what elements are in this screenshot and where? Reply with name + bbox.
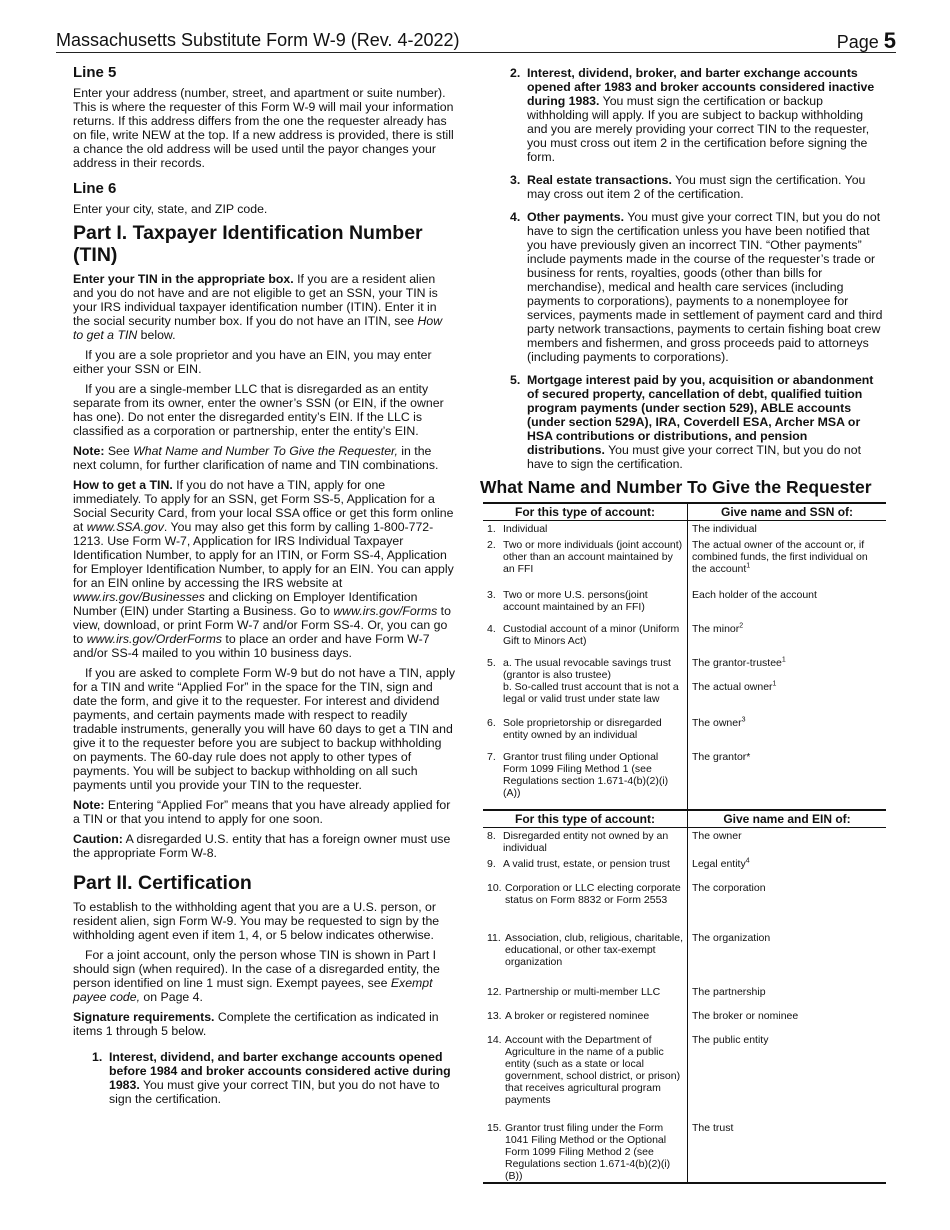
exempt-payee-ref: Exempt payee code, (73, 976, 433, 1004)
line6-text: Enter your city, state, and ZIP code. (73, 202, 268, 216)
how-text-c: and clicking on Employer Identification Number (EIN) under Starting a Business. Go to (73, 590, 418, 618)
row-number: 4. (487, 623, 496, 635)
give-name: The public entity (692, 1034, 769, 1046)
how-text-d: to view, download, or print Form W-7 and/or Form SS-4. Or, you can go to (73, 604, 451, 646)
item-title: Other payments. (527, 210, 625, 224)
give-name (688, 621, 887, 655)
item-number: 4. (510, 210, 521, 224)
give-name-text: The minor (692, 623, 740, 635)
header-give-ein: Give name and EIN of: (688, 810, 887, 828)
account-type-b: b. So-called trust account that is not a legal or valid trust under state law (503, 681, 679, 705)
footnote-ref: 1 (781, 656, 786, 664)
table-row (483, 1032, 886, 1120)
row-number: 12. (487, 986, 502, 998)
enter-tin-label: Enter your TIN in the appropriate box. (73, 272, 294, 286)
line6-heading: Line 6 (73, 180, 117, 197)
signature-requirements-label: Signature requirements. (73, 1010, 215, 1024)
how-to-get-tin-ref: How to get a TIN (73, 314, 443, 342)
give-name: Each holder of the account (692, 589, 817, 601)
item-title: Interest, dividend, and barter exchange accounts opened before 1984 and broker accounts considered active during 1983. (109, 1050, 451, 1092)
row-number: 5. (487, 657, 496, 669)
signature-requirements-text: Complete the certification as indicated in items 1 through 5 below. (73, 1010, 439, 1038)
account-type: Corporation or LLC electing corporate status on Form 8832 or Form 2553 (505, 882, 681, 906)
footnote-ref: 1 (772, 680, 777, 688)
account-type: Account with the Department of Agriculture in the name of a public entity (such as a state or local government, school district, or prison) that receives agricultural program payments (505, 1034, 681, 1106)
table-row (483, 715, 886, 749)
cert-item-3 (510, 173, 886, 201)
give-name: The broker or nominee (692, 1010, 799, 1022)
cert-para-2-a: For a joint account, only the person whose TIN is shown in Part I should sign (when required). In the case of a disregarded entity, the person identified on line 1 must sign. Exempt payees, see (73, 948, 440, 990)
note-applied-for (73, 798, 455, 826)
give-name-text: Legal entity (692, 858, 746, 870)
header-account-type: For this type of account: (483, 810, 688, 828)
give-name: The corporation (692, 882, 766, 894)
give-name-text: The actual owner of the account or, if combined funds, the first individual on the account (692, 539, 868, 575)
caution-label: Caution: (73, 832, 123, 846)
give-name (688, 537, 887, 587)
row-number: 7. (487, 751, 496, 763)
table-row (483, 1008, 886, 1032)
table-row (483, 828, 886, 857)
part1-para-1-text: If you are a resident alien and you do not have and are not eligible to get an SSN, your TIN is your IRS individual taxpayer identification number (ITIN). Enter it in the social security number box. If you do not have an ITIN, see (73, 272, 438, 328)
give-name: The owner (692, 830, 742, 842)
row-number: 11. (487, 932, 501, 944)
give-name-text: The owner (692, 717, 742, 729)
cert-items-right (480, 66, 886, 471)
account-type: Sole proprietorship or disregarded entity owned by an individual (503, 717, 662, 741)
item-text: You must give your correct TIN, but you do not have to sign the certification. (109, 1078, 440, 1106)
item-title: Real estate transactions. (527, 173, 672, 187)
table-row (483, 984, 886, 1008)
give-name: The individual (692, 523, 757, 535)
part1-para-1-end: below. (137, 328, 176, 342)
cert-para-2-b: on Page 4. (140, 990, 203, 1004)
line5-text: Enter your address (number, street, and apartment or suite number). This is where the requester of this Form W-9 will mail your information returns. If this address differs from the one the requester already has on file, write NEW at the top. If a new address is provided, there is still a chance the old address will be used until the payor changes your address in their records. (73, 86, 454, 170)
table-row (483, 749, 886, 810)
applied-for-para: If you are asked to complete Form W-9 but do not have a TIN, apply for a TIN and write “Applied For” in the space for the TIN, sign and date the form, and give it to the requester. For interest and dividend payments, and certain payments made with respect to readily tradable instruments, generally you will have 60 days to get a TIN and give it to the requester before you are subject to backup withholding on payments. The 60-day rule does not apply to other types of payments. You will be subject to backup withholding on all such payments until you provide your TIN to the requester. (73, 666, 456, 792)
account-type-a: a. The usual revocable savings trust (grantor is also trustee) (503, 657, 671, 681)
caution-text: A disregarded U.S. entity that has a foreign owner must use the appropriate Form W-8. (73, 832, 451, 860)
give-name (688, 655, 887, 715)
item-title: Interest, dividend, broker, and barter exchange accounts opened after 1983 and broker accounts considered inactive during 1983. (527, 66, 875, 108)
give-name: The organization (692, 932, 771, 944)
item-number: 5. (510, 373, 521, 387)
item-title: Mortgage interest paid by you, acquisition or abandonment of secured property, cancellation of debt, qualified tuition program payments (under section 529), ABLE accounts (under section 529A), IRA, Coverdell ESA, Archer MSA or HSA contributions or distributions, and pension distributions. (527, 373, 874, 457)
row-number: 3. (487, 589, 496, 601)
give-name: The grantor* (692, 751, 751, 763)
how-text-e: to place an order and have Form W-7 and/or SS-4 mailed to you within 10 business days. (73, 632, 430, 660)
account-type: Custodial account of a minor (Uniform Gift to Minors Act) (503, 623, 680, 647)
item-number: 2. (510, 66, 521, 80)
account-type: Two or more U.S. persons(joint account maintained by an FFI) (503, 589, 648, 613)
item-number: 1. (92, 1050, 103, 1064)
irs-forms-link: www.irs.gov/Forms (333, 604, 438, 618)
part1-para-1 (73, 272, 455, 342)
page-indicator (837, 28, 896, 54)
note2-label: Note: (73, 798, 105, 812)
item-text: You must give your correct TIN, but you do not have to sign the certification. (527, 443, 861, 471)
give-name-a: The grantor-trustee (692, 657, 782, 669)
give-name (688, 856, 887, 880)
footnote-ref: 3 (741, 716, 746, 724)
cert-items-left (73, 1050, 455, 1106)
table-row (483, 655, 886, 715)
how-to-get-tin (73, 478, 455, 660)
header-give-ssn: Give name and SSN of: (688, 503, 887, 521)
account-type: Grantor trust filing under the Form 1041 Filing Method or the Optional Form 1099 Filing Method 2 (see Regulations section 1.671-4(b)(2)(i)(B)) (505, 1122, 671, 1182)
account-type: Partnership or multi-member LLC (505, 986, 661, 998)
name-number-table (483, 502, 886, 1184)
right-column (480, 66, 886, 1184)
table-row (483, 880, 886, 930)
cert-item-2 (510, 66, 886, 164)
item-text: You must give your correct TIN, but you do not have to sign the certification unless you have been notified that you have previously given an incorrect TIN. “Other payments” include payments made in the course of the requester’s trade or business for rents, royalties, goods (other than bills for merchandise), medical and health care services (including payments to corporations), payments to a nonemployee for services, payments made in settlement of payment card and third party network transactions, payments to certain fishing boat crew members and fishermen, and gross proceeds paid to attorneys (including payments to corporations). (527, 210, 883, 364)
cert-item-5 (510, 373, 886, 471)
note-label: Note: (73, 444, 105, 458)
give-name: The partnership (692, 986, 766, 998)
part1-para-3: If you are a single-member LLC that is disregarded as an entity separate from its owner, enter the owner’s SSN (or EIN, if the owner has one). Do not enter the disregarded entity’s EIN. If the LLC is classified as a corporation or partnership, enter the entity’s EIN. (73, 382, 444, 438)
table-row (483, 587, 886, 621)
item-number: 3. (510, 173, 521, 187)
note-text-a: See (104, 444, 134, 458)
irs-businesses-link: www.irs.gov/Businesses (73, 590, 205, 604)
part1-heading: Part I. Taxpayer Identification Number (TIN) (73, 222, 423, 266)
item-text: You must sign the certification or backup withholding will apply. If you are subject to backup withholding and you are merely providing your correct TIN to the requester, you must cross out item 2 in the certification before signing the form. (527, 94, 870, 164)
row-number: 2. (487, 539, 496, 551)
table-row (483, 521, 886, 538)
page-header (56, 26, 896, 53)
account-type: A broker or registered nominee (505, 1010, 650, 1022)
account-type: Association, club, religious, charitable, educational, or other tax-exempt organization (505, 932, 684, 968)
give-name (688, 715, 887, 749)
what-name-ref: What Name and Number To Give the Requester, (133, 444, 398, 458)
page-label: Page (836, 32, 879, 52)
form-title: Massachusetts Substitute Form W-9 (Rev. 4-2022) (56, 30, 460, 50)
line5-heading: Line 5 (73, 64, 117, 81)
note2-text: Entering “Applied For” means that you have already applied for a TIN or that you intend to apply for one soon. (73, 798, 451, 826)
give-name: The trust (688, 1120, 887, 1183)
row-number: 13. (487, 1010, 502, 1022)
footnote-ref: 4 (745, 857, 750, 865)
cert-item-4 (510, 210, 886, 364)
header-account-type: For this type of account: (483, 503, 688, 521)
cert-item-1 (92, 1050, 455, 1106)
account-type: Individual (503, 523, 548, 535)
note-name-number (73, 444, 455, 472)
footnote-ref: 1 (746, 562, 751, 570)
row-number: 1. (487, 523, 496, 535)
row-number: 15. (487, 1122, 502, 1134)
give-name-b: The actual owner (692, 681, 773, 693)
table-header-ssn (483, 503, 886, 521)
signature-requirements (73, 1010, 455, 1038)
table-row (483, 537, 886, 587)
caution (73, 832, 455, 860)
part1-para-2: If you are a sole proprietor and you have an EIN, you may enter either your SSN or EIN. (73, 348, 432, 376)
how-to-get-tin-label: How to get a TIN. (73, 478, 173, 492)
footnote-ref: 2 (739, 622, 744, 630)
cert-para-2 (73, 948, 455, 1004)
page-number: 5 (883, 28, 896, 53)
cert-para-1: To establish to the withholding agent that you are a U.S. person, or resident alien, sign Form W-9. You may be requested to sign by the withholding agent even if item 1, 4, or 5 below indicates otherwise. (73, 900, 440, 942)
irs-orderforms-link: www.irs.gov/OrderForms (86, 632, 222, 646)
table-row (483, 621, 886, 655)
row-number: 14. (487, 1034, 502, 1046)
account-type: Grantor trust filing under Optional Form 1099 Filing Method 1 (see Regulations section 1.671-4(b)(2)(i)(A)) (503, 751, 669, 799)
table-header-ein (483, 810, 886, 828)
row-number: 10. (487, 882, 502, 894)
account-type: A valid trust, estate, or pension trust (503, 858, 670, 870)
row-number: 8. (487, 830, 496, 842)
row-number: 9. (487, 858, 496, 870)
item-text: You must sign the certification. You may cross out item 2 of the certification. (527, 173, 866, 201)
table-row (483, 1120, 886, 1183)
part2-heading: Part II. Certification (73, 872, 252, 894)
left-column (73, 66, 455, 1115)
table-row (483, 930, 886, 984)
ssa-link: www.SSA.gov (86, 520, 164, 534)
note-text-b: in the next column, for further clarification of name and TIN combinations. (73, 444, 439, 472)
how-text-b: . You may also get this form by calling 1-800-772-1213. Use Form W-7, Application for IRS Individual Taxpayer Identification Number, to apply for an ITIN, or Form SS-4, Application for Employer Identification Number, to apply for an EIN. You can apply for an EIN online by accessing the IRS website at (73, 520, 454, 590)
account-type: Disregarded entity not owned by an individual (503, 830, 669, 854)
how-text-a: If you do not have a TIN, apply for one immediately. To apply for an SSN, get Form SS-5, Application for a Social Security Card, from your local SSA office or get this form online at (73, 478, 454, 534)
account-type: Two or more individuals (joint account) other than an account maintained by an FFI (503, 539, 683, 575)
row-number: 6. (487, 717, 496, 729)
name-number-table-title: What Name and Number To Give the Requester (480, 477, 872, 497)
table-row (483, 856, 886, 880)
